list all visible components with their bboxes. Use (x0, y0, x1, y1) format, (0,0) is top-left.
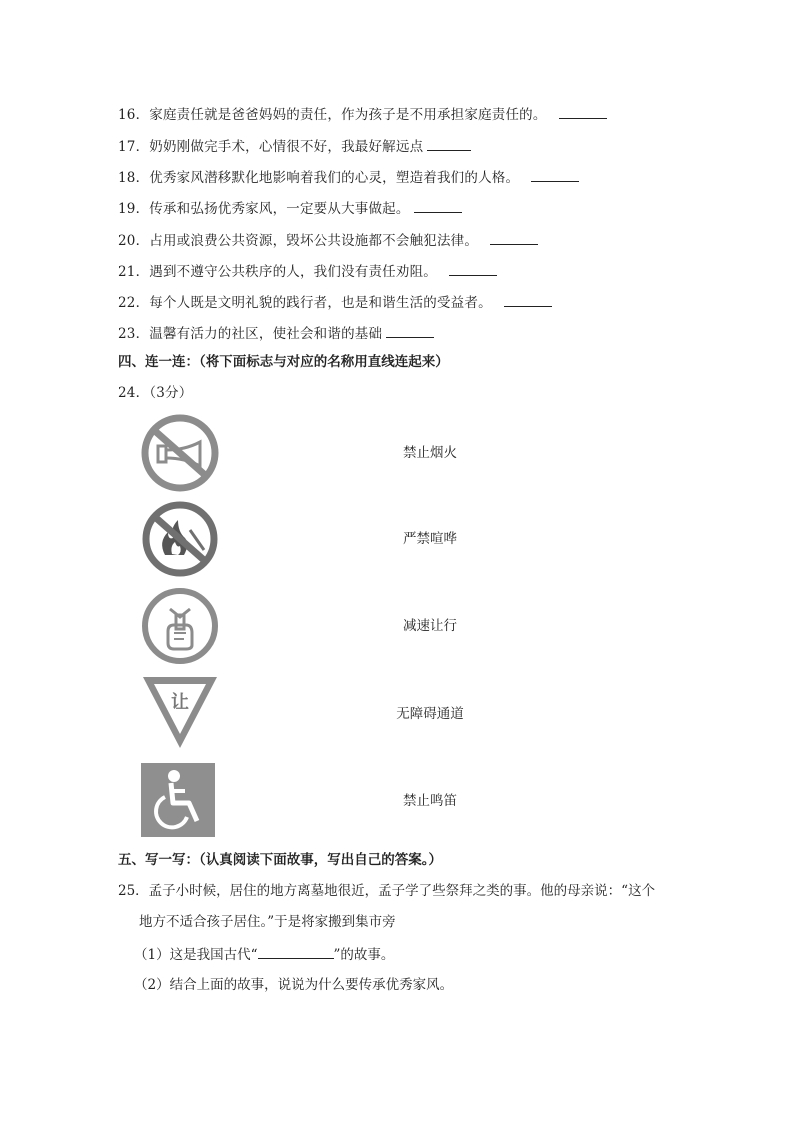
section-4-heading: 四、连一连：（将下面标志与对应的名称用直线连起来） (118, 354, 449, 370)
answer-blank[interactable] (559, 104, 607, 119)
question-19: 19．传承和弘扬优秀家风，一定要从大事做起。 (118, 198, 462, 218)
question-24: 24．（3分） (118, 385, 193, 401)
answer-blank[interactable] (504, 292, 552, 307)
svg-text:让: 让 (171, 692, 189, 713)
question-16: 16．家庭责任就是爸爸妈妈的责任，作为孩子是不用承担家庭责任的。 (118, 104, 607, 124)
label-no-horn[interactable]: 禁止鸣笛 (403, 793, 457, 809)
question-20: 20．占用或浪费公共资源，毁坏公共设施都不会触犯法律。 (118, 230, 538, 250)
answer-blank[interactable] (449, 261, 497, 276)
question-17: 17．奶奶刚做完手术，心情很不好，我最好解远点 (118, 136, 471, 156)
question-21: 21．遇到不遵守公共秩序的人，我们没有责任劝阻。 (118, 261, 497, 281)
story-line-1: 25．孟子小时候，居住的地方离墓地很近，孟子学了些祭拜之类的事。他的母亲说：“这个 (118, 883, 656, 899)
answer-blank[interactable] (490, 230, 538, 245)
sub-question-1: （1）这是我国古代“ ”的故事。 (134, 944, 394, 964)
yield-sign-icon[interactable] (140, 674, 220, 752)
label-yield[interactable]: 减速让行 (403, 618, 457, 634)
answer-blank[interactable] (258, 944, 334, 959)
answer-blank[interactable] (414, 198, 462, 213)
label-accessible-passage[interactable]: 无障碍通道 (396, 706, 464, 722)
sub-question-2: （2）结合上面的故事，说说为什么要传承优秀家风。 (134, 977, 454, 993)
answer-blank[interactable] (386, 323, 434, 338)
question-22: 22．每个人既是文明礼貌的践行者，也是和谐生活的受益者。 (118, 292, 552, 312)
no-fire-sign-icon[interactable] (140, 500, 220, 578)
question-18: 18．优秀家风潜移默化地影响着我们的心灵，塑造着我们的人格。 (118, 167, 579, 187)
no-noise-sign-icon[interactable] (140, 587, 220, 665)
question-23: 23．温馨有活力的社区，使社会和谐的基础 (118, 323, 434, 343)
answer-blank[interactable] (427, 136, 471, 151)
answer-blank[interactable] (531, 167, 579, 182)
no-horn-sign-icon[interactable] (140, 414, 220, 492)
section-5-heading: 五、写一写：（认真阅读下面故事，写出自己的答案。） (118, 852, 442, 868)
story-line-2: 地方不适合孩子居住。”于是将家搬到集市旁 (139, 914, 396, 930)
label-no-fire[interactable]: 禁止烟火 (403, 445, 457, 461)
accessible-passage-sign-icon[interactable] (141, 763, 215, 841)
label-no-noise[interactable]: 严禁喧哗 (403, 531, 457, 547)
